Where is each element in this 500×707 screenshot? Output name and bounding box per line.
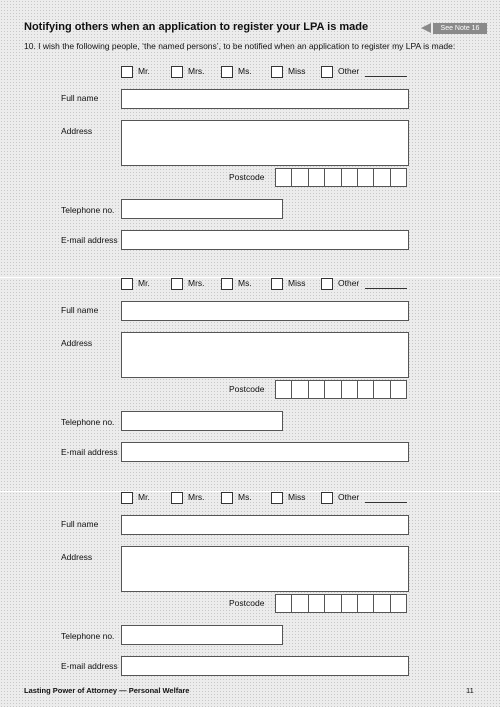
address-label: Address — [61, 126, 93, 136]
section-title: Notifying others when an application to register your LPA is made — [24, 21, 369, 33]
title-option-label: Miss — [288, 66, 306, 76]
postcode-field[interactable] — [275, 380, 407, 397]
intro-text: 10. I wish the following people, ‘the named persons’, to be notified when an application to register my LPA is made: — [24, 41, 456, 51]
title-option[interactable] — [321, 66, 359, 77]
title-checkbox[interactable] — [221, 66, 233, 78]
full-name-label: Full name — [61, 519, 99, 529]
email-label: E-mail address — [61, 235, 118, 245]
telephone-label: Telephone no. — [61, 631, 115, 641]
title-option[interactable] — [171, 492, 205, 503]
title-checkbox[interactable] — [321, 492, 333, 504]
telephone-label: Telephone no. — [61, 205, 115, 215]
title-checkbox[interactable] — [221, 278, 233, 290]
title-option-label: Ms. — [238, 278, 252, 288]
title-checkbox[interactable] — [171, 278, 183, 290]
title-checkbox[interactable] — [271, 66, 283, 78]
title-checkbox[interactable] — [171, 66, 183, 78]
email-field[interactable] — [121, 230, 409, 250]
title-option-label: Other — [338, 66, 360, 76]
title-checkbox[interactable] — [121, 278, 133, 290]
title-checkbox[interactable] — [221, 492, 233, 504]
title-option[interactable] — [271, 492, 305, 503]
postcode-label: Postcode — [229, 384, 265, 394]
address-field[interactable] — [121, 546, 409, 592]
title-checkbox[interactable] — [271, 492, 283, 504]
title-option-label: Miss — [288, 278, 306, 288]
title-checkbox[interactable] — [271, 278, 283, 290]
title-option[interactable] — [321, 492, 359, 503]
title-option-label: Mr. — [138, 66, 150, 76]
title-checkbox[interactable] — [321, 66, 333, 78]
title-checkbox[interactable] — [171, 492, 183, 504]
title-option-label: Mrs. — [188, 278, 205, 288]
named-person-block — [0, 66, 500, 266]
postcode-field[interactable] — [275, 594, 407, 611]
title-option[interactable] — [121, 278, 150, 289]
email-field[interactable] — [121, 656, 409, 676]
other-title-field[interactable] — [365, 502, 407, 503]
see-note-badge[interactable]: See Note 16 — [433, 23, 487, 34]
title-option-label: Other — [338, 278, 360, 288]
telephone-label: Telephone no. — [61, 417, 115, 427]
email-label: E-mail address — [61, 447, 118, 457]
named-person-block — [0, 491, 500, 692]
title-option-label: Mrs. — [188, 66, 205, 76]
note-arrow-icon — [421, 23, 431, 33]
address-field[interactable] — [121, 332, 409, 378]
postcode-label: Postcode — [229, 172, 265, 182]
title-option-label: Mr. — [138, 278, 150, 288]
other-title-field[interactable] — [365, 76, 407, 77]
address-label: Address — [61, 338, 93, 348]
title-option[interactable] — [171, 278, 205, 289]
named-person-block — [0, 277, 500, 478]
telephone-field[interactable] — [121, 411, 283, 431]
title-option[interactable] — [271, 278, 305, 289]
footer-document-name: Lasting Power of Attorney — Personal Welfare — [24, 686, 190, 695]
address-field[interactable] — [121, 120, 409, 166]
other-title-field[interactable] — [365, 288, 407, 289]
title-option-label: Mr. — [138, 492, 150, 502]
page-number: 11 — [466, 686, 474, 695]
title-option[interactable] — [171, 66, 205, 77]
title-option[interactable] — [221, 66, 252, 77]
title-option[interactable] — [221, 492, 252, 503]
email-label: E-mail address — [61, 661, 118, 671]
title-option-label: Ms. — [238, 66, 252, 76]
title-option-label: Mrs. — [188, 492, 205, 502]
address-label: Address — [61, 552, 93, 562]
full-name-field[interactable] — [121, 301, 409, 321]
title-option[interactable] — [321, 278, 359, 289]
full-name-label: Full name — [61, 93, 99, 103]
title-option[interactable] — [221, 278, 252, 289]
title-checkbox[interactable] — [121, 492, 133, 504]
full-name-field[interactable] — [121, 89, 409, 109]
email-field[interactable] — [121, 442, 409, 462]
title-option[interactable] — [121, 492, 150, 503]
full-name-field[interactable] — [121, 515, 409, 535]
title-option-label: Ms. — [238, 492, 252, 502]
title-checkbox[interactable] — [121, 66, 133, 78]
postcode-field[interactable] — [275, 168, 407, 185]
title-option[interactable] — [271, 66, 305, 77]
full-name-label: Full name — [61, 305, 99, 315]
telephone-field[interactable] — [121, 625, 283, 645]
title-option-label: Miss — [288, 492, 306, 502]
telephone-field[interactable] — [121, 199, 283, 219]
postcode-label: Postcode — [229, 598, 265, 608]
title-option[interactable] — [121, 66, 150, 77]
title-option-label: Other — [338, 492, 360, 502]
title-checkbox[interactable] — [321, 278, 333, 290]
